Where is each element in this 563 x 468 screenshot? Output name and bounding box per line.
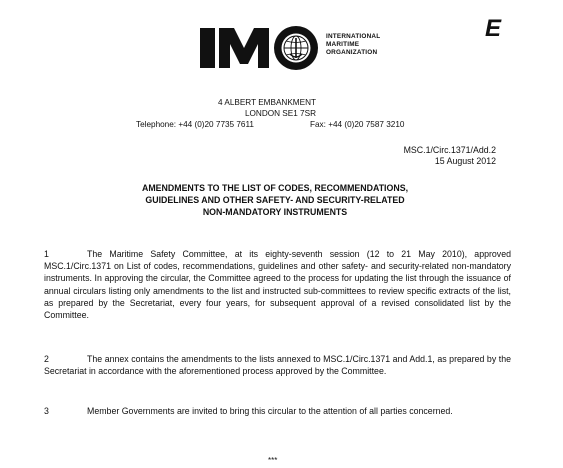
title-line-2: GUIDELINES AND OTHER SAFETY- AND SECURITY-RELATED xyxy=(145,195,405,205)
document-title xyxy=(60,182,490,218)
org-line-1: INTERNATIONAL xyxy=(326,33,381,40)
paragraph-text: The Maritime Safety Committee, at its eighty-seventh session (12 to 21 May 2010), approved MSC.1/Circ.1371 on List of codes, recommendations, guidelines and other safety- and security-related non-mandatory instruments. In approving the circular, the Committee agreed to the process for updating the list through the issuance of annual circulars listing only amendments to the list and instructed sub-committees to review specific extracts of the list, as prepared by the Secretariat, every four years, for subsequent approval of a revised consolidated list by the Committee. xyxy=(44,249,511,321)
address-fax: Fax: +44 (0)20 7587 3210 xyxy=(310,120,405,129)
paragraph-text: Member Governments are invited to bring this circular to the attention of all parties concerned. xyxy=(87,406,453,416)
language-code: E xyxy=(485,15,502,42)
paragraph-number: 2 xyxy=(44,354,49,364)
paragraph-number: 1 xyxy=(44,249,49,259)
address-telephone: Telephone: +44 (0)20 7735 7611 xyxy=(136,120,254,129)
paragraph-1 xyxy=(44,248,511,321)
organization-name xyxy=(326,33,380,57)
paragraph-3 xyxy=(44,405,511,417)
paragraph-text: The annex contains the amendments to the lists annexed to MSC.1/Circ.1371 and Add.1, as prepared by the Secretariat in accordance with the aforementioned process approved by the Committee. xyxy=(44,354,511,377)
address-city: LONDON SE1 7SR xyxy=(245,109,316,118)
imo-logo-mark xyxy=(200,24,322,72)
ending-mark: *** xyxy=(268,456,278,465)
org-line-3: ORGANIZATION xyxy=(326,49,378,56)
address-street: 4 ALBERT EMBANKMENT xyxy=(218,98,316,107)
paragraph-number: 3 xyxy=(44,406,49,416)
document-reference: MSC.1/Circ.1371/Add.2 xyxy=(403,145,496,155)
title-line-1: AMENDMENTS TO THE LIST OF CODES, RECOMMENDATIONS, xyxy=(141,183,409,193)
document-date: 15 August 2012 xyxy=(434,156,496,166)
org-line-2: MARITIME xyxy=(326,41,360,48)
paragraph-2 xyxy=(44,353,511,377)
title-line-3: NON-MANDATORY INSTRUMENTS xyxy=(202,207,348,217)
